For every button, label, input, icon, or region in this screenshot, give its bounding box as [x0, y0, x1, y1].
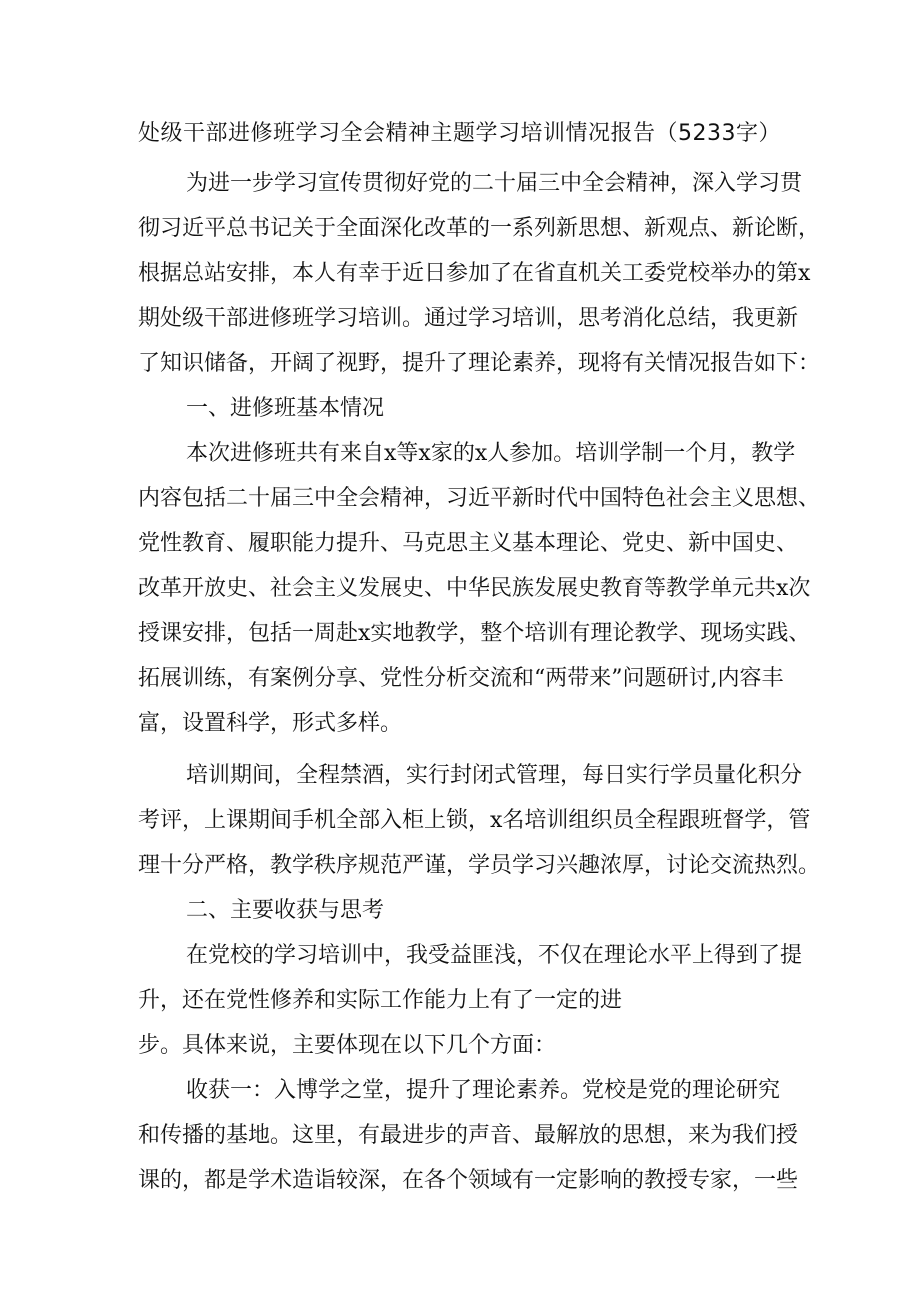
document-title: 处级干部进修班学习全会精神主题学习培训情况报告（5233字）: [138, 121, 781, 146]
paragraph-line: 在党校的学习培训中，我受益匪浅，不仅在理论水平上得到了提: [186, 943, 803, 968]
paragraph-line: 和传播的基地。这里，有最进步的声音、最解放的思想，来为我们授: [138, 1123, 799, 1148]
paragraph-line: 党性教育、履职能力提升、马克思主义基本理论、党史、新中国史、: [138, 531, 799, 556]
paragraph-line: 拓展训练，有案例分享、党性分析交流和“两带来”问题研讨,内容丰: [138, 666, 784, 691]
paragraph-line: 了知识储备，开阔了视野，提升了理论素养，现将有关情况报告如下：: [138, 351, 821, 376]
paragraph-line: 为进一步学习宣传贯彻好党的二十届三中全会精神，深入学习贯: [186, 171, 803, 196]
paragraph-line: 改革开放史、社会主义发展史、中华民族发展史教育等教学单元共x次: [138, 576, 811, 601]
paragraph-line: 本次进修班共有来自x等x家的x人参加。培训学制一个月，教学: [186, 441, 796, 466]
section-heading-2: 二、主要收获与思考: [186, 898, 385, 923]
paragraph-line: 收获一：入博学之堂，提升了理论素养。党校是党的理论研究: [186, 1078, 781, 1103]
paragraph-line: 培训期间，全程禁酒，实行封闭式管理，每日实行学员量化积分: [186, 763, 803, 788]
paragraph-line: 授课安排，包括一周赴x实地教学，整个培训有理论教学、现场实践、: [138, 621, 811, 646]
paragraph-line: 步。具体来说，主要体现在以下几个方面：: [138, 1033, 557, 1058]
paragraph-line: 彻习近平总书记关于全面深化改革的一系列新思想、新观点、新论断，: [138, 216, 821, 241]
paragraph-line: 课的，都是学术造诣较深，在各个领域有一定影响的教授专家，一些: [138, 1168, 799, 1193]
paragraph-line: 升，还在党性修养和实际工作能力上有了一定的进: [138, 988, 623, 1013]
paragraph-line: 根据总站安排，本人有幸于近日参加了在省直机关工委党校举办的第x: [138, 261, 811, 286]
paragraph-line: 期处级干部进修班学习培训。通过学习培训，思考消化总结，我更新: [138, 306, 799, 331]
paragraph-line: 富，设置科学，形式多样。: [138, 711, 403, 736]
section-heading-1: 一、进修班基本情况: [186, 396, 385, 421]
paragraph-line: 考评，上课期间手机全部入柜上锁，x名培训组织员全程跟班督学，管: [138, 808, 811, 833]
paragraph-line: 理十分严格，教学秩序规范严谨，学员学习兴趣浓厚，讨论交流热烈。: [138, 853, 821, 878]
paragraph-line: 内容包括二十届三中全会精神，习近平新时代中国特色社会主义思想、: [138, 486, 821, 511]
